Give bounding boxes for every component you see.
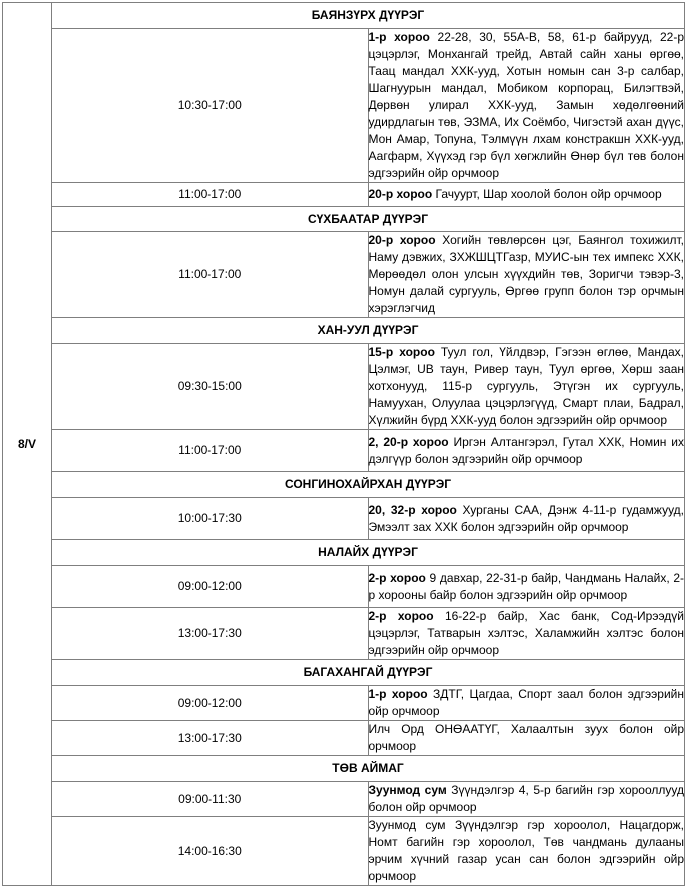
area-description bbox=[368, 608, 685, 660]
area-list: Гачуурт, Шар хоолой болон ойр орчмоор bbox=[432, 187, 662, 201]
area-description bbox=[368, 686, 685, 721]
area-description bbox=[368, 232, 685, 318]
schedule-body bbox=[3, 3, 685, 886]
district-name: НАЛАЙХ ДҮҮРЭГ bbox=[52, 540, 685, 566]
area-list: Зуунмод сум Зүүндэлгэр гэр хороолол, Нацагдорж, Номт багийн гэр хороолол, Төв чандмань дулааны эрчим хүчний газар усан сан болон эдгээрийн ойр орчмоор bbox=[368, 818, 684, 883]
khoroo-label: 2-р хороо bbox=[368, 609, 434, 623]
district-header-row bbox=[3, 207, 685, 232]
district-name: СҮХБААТАР ДҮҮРЭГ bbox=[52, 207, 685, 232]
khoroo-label: 20-р хороо bbox=[368, 187, 433, 201]
district-header-row bbox=[3, 756, 685, 782]
district-header-row bbox=[3, 540, 685, 566]
schedule-row bbox=[3, 686, 685, 721]
area-description bbox=[368, 498, 685, 540]
schedule-row bbox=[3, 817, 685, 886]
time-range: 11:00-17:00 bbox=[52, 232, 369, 318]
khoroo-label: 15-р хороо bbox=[368, 345, 435, 359]
district-name: БАГАХАНГАЙ ДҮҮРЭГ bbox=[52, 660, 685, 686]
khoroo-label: 2, 20-р хороо bbox=[368, 434, 449, 449]
time-range: 09:00-12:00 bbox=[52, 566, 369, 608]
time-range: 09:30-15:00 bbox=[52, 344, 369, 430]
area-description bbox=[368, 721, 685, 756]
district-header-row bbox=[3, 472, 685, 498]
outage-schedule-table bbox=[2, 2, 685, 886]
area-description bbox=[368, 344, 685, 430]
time-range: 09:00-12:00 bbox=[52, 686, 369, 721]
area-description bbox=[368, 566, 685, 608]
time-range: 13:00-17:30 bbox=[52, 721, 369, 756]
area-list: Туул гол, Үйлдвэр, Гэгээн өглөө, Мандах, Цэлмэг, UB таун, Ривер таун, Туул өргөө, Хөрш заан хотхонууд, 115-р сургууль, Этүгэн их сургууль, Намуухан, Олуулаа цэцэрлэгүүд, Смарт плаи, Бадрал, Хүлжийн бүрд ХХК-ууд болон эдгээрийн ойр орчмоор bbox=[368, 345, 684, 427]
time-range: 09:00-11:30 bbox=[52, 782, 369, 817]
district-name: ТӨВ АЙМАГ bbox=[52, 756, 685, 782]
district-header-row bbox=[3, 660, 685, 686]
khoroo-label: 20, 32-р хороо bbox=[368, 502, 457, 517]
area-list: Иргэн Алтангэрэл, Гутал ХХК, Номин их дэлгүүр болон эдгээрийн ойр орчмоор bbox=[368, 434, 685, 466]
district-name: СОНГИНОХАЙРХАН ДҮҮРЭГ bbox=[52, 472, 685, 498]
khoroo-label: 1-р хороо bbox=[368, 687, 428, 701]
area-description bbox=[368, 183, 685, 207]
time-range: 10:30-17:00 bbox=[52, 29, 369, 183]
schedule-row bbox=[3, 566, 685, 608]
area-description bbox=[368, 817, 685, 886]
schedule-row bbox=[3, 721, 685, 756]
schedule-row bbox=[3, 232, 685, 318]
area-description bbox=[368, 430, 685, 472]
schedule-row bbox=[3, 29, 685, 183]
khoroo-label: 2-р хороо bbox=[368, 570, 426, 585]
district-name: ХАН-УУЛ ДҮҮРЭГ bbox=[52, 318, 685, 344]
area-description bbox=[368, 29, 685, 183]
area-list: Хогийн төвлөрсөн цэг, Баянгол тохижилт, Наму дэвжих, ЗХЖШЦТГазр, МУИС-ын тех импекс ХХК, Мөрөөдөл олон улсын хүүхдийн төв, Зоригчи тэвэр-3, Номун далай сургууль, Өргөө групп болон тэр орчмын хэрэглэгчид bbox=[368, 233, 684, 315]
schedule-row bbox=[3, 183, 685, 207]
schedule-row bbox=[3, 498, 685, 540]
area-description bbox=[368, 782, 685, 817]
time-range: 10:00-17:30 bbox=[52, 498, 369, 540]
schedule-row bbox=[3, 782, 685, 817]
schedule-row bbox=[3, 344, 685, 430]
schedule-row bbox=[3, 608, 685, 660]
area-list: 22-28, 30, 55А-В, 58, 61-р байрууд, 22-р цэцэрлэг, Монхангай трейд, Автай сайн ханы өргөө, Таац мандал ХХК-ууд, Хотын номын сан 3-р салбар, Шагнуурын мандал, Мобиком корпорац, Билэгтвэй, Дөрвөн улирал ХХК-ууд, Замын хөдөлгөөний удирдлагын төв, ЭЗМА, Их Соёмбо, Чигэстэй ахан дүүс, Мон Амар, Топуна, Тэлмүүн лхам констракшн ХХК-ууд, Аагфарм, Хүүхэд гэр бүл хөгжлийн Өнөр бүл төв болон эдгээрийн ойр орчмоор bbox=[368, 30, 684, 180]
area-list: Хурганы САА, Дэнж 4-11-р гудамжууд, Эмээлт зах ХХК болон эдгээрийн ойр орчмоор bbox=[368, 502, 685, 534]
area-list: Зүүндэлгэр 4, 5-р багийн гэр хорооллууд болон ойр орчмоор bbox=[368, 783, 684, 814]
district-name: БАЯНЗҮРХ ДҮҮРЭГ bbox=[52, 3, 685, 29]
district-header-row bbox=[3, 3, 685, 29]
time-range: 11:00-17:00 bbox=[52, 183, 369, 207]
khoroo-label: 20-р хороо bbox=[368, 233, 436, 247]
district-header-row bbox=[3, 318, 685, 344]
date-cell: 8/V bbox=[3, 3, 52, 886]
time-range: 11:00-17:00 bbox=[52, 430, 369, 472]
time-range: 14:00-16:30 bbox=[52, 817, 369, 886]
schedule-row bbox=[3, 430, 685, 472]
khoroo-label: 1-р хороо bbox=[368, 30, 430, 44]
area-list: Илч Орд ОНӨААТҮГ, Халаалтын зуух болон ойр орчмоор bbox=[368, 722, 684, 753]
area-list: 16-22-р байр, Хас банк, Сод-Ирээдүй цэцэрлэг, Татварын хэлтэс, Халамжийн хэлтэс болон эдгээрийн ойр орчмоор bbox=[368, 609, 685, 657]
khoroo-label: Зуунмод сум bbox=[368, 783, 447, 797]
area-list: 9 давхар, 22-31-р байр, Чандмань Налайх, 2-р хорооны байр болон эдгээрийн ойр орчмоор bbox=[368, 570, 685, 602]
area-list: ЗДТГ, Цагдаа, Спорт заал болон эдгээрийн ойр орчмоор bbox=[368, 687, 684, 718]
time-range: 13:00-17:30 bbox=[52, 608, 369, 660]
